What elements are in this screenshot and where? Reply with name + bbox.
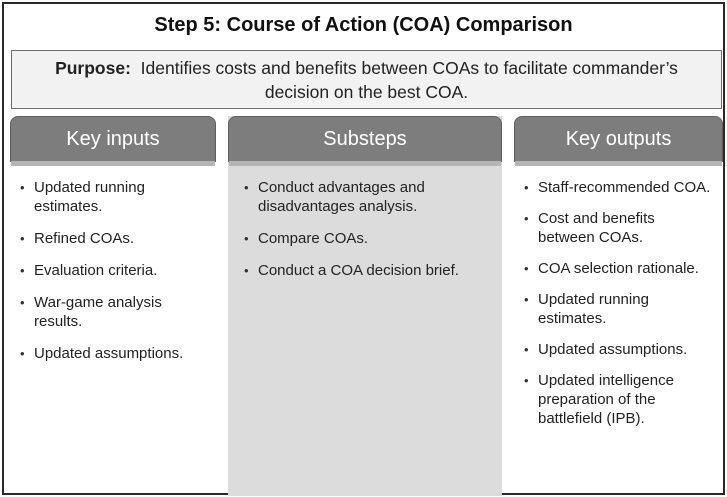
list-item: • Cost and benefits between COAs. xyxy=(524,209,715,247)
key-outputs-header: Key outputs xyxy=(514,116,723,162)
list-item: • Compare COAs. xyxy=(244,229,488,248)
key-outputs-list xyxy=(514,162,723,428)
list-item: • Staff-recommended COA. xyxy=(524,178,715,197)
list-item: • Conduct a COA decision brief. xyxy=(244,261,488,280)
list-item: • COA selection rationale. xyxy=(524,259,715,278)
purpose-statement xyxy=(24,56,709,104)
substeps-list xyxy=(228,162,502,280)
list-item: • Updated running estimates. xyxy=(20,178,208,216)
diagram-frame xyxy=(2,2,725,495)
list-item: • Refined COAs. xyxy=(20,229,208,248)
list-item: • Updated assumptions. xyxy=(524,340,715,359)
purpose-label: Purpose: xyxy=(55,57,131,78)
list-item: • Updated intelligence preparation of the battlefield (IPB). xyxy=(524,371,715,428)
list-item: • Evaluation criteria. xyxy=(20,261,208,280)
key-inputs-column xyxy=(10,116,216,496)
diagram-title: Step 5: Course of Action (COA) Comparison xyxy=(154,14,573,36)
purpose-text: Identifies costs and benefits between COAs to facilitate commander’s decision on the best COA. xyxy=(140,57,678,102)
list-item: • Conduct advantages and disadvantages analysis. xyxy=(244,178,488,216)
key-inputs-header: Key inputs xyxy=(10,116,216,162)
list-item: • Updated running estimates. xyxy=(524,290,715,328)
substeps-column xyxy=(228,116,502,496)
substeps-header: Substeps xyxy=(228,116,502,162)
key-outputs-column xyxy=(514,116,723,496)
list-item: • Updated assumptions. xyxy=(20,344,208,363)
purpose-box xyxy=(11,50,722,109)
key-inputs-list xyxy=(10,162,216,363)
list-item: • War-game analysis results. xyxy=(20,293,208,331)
